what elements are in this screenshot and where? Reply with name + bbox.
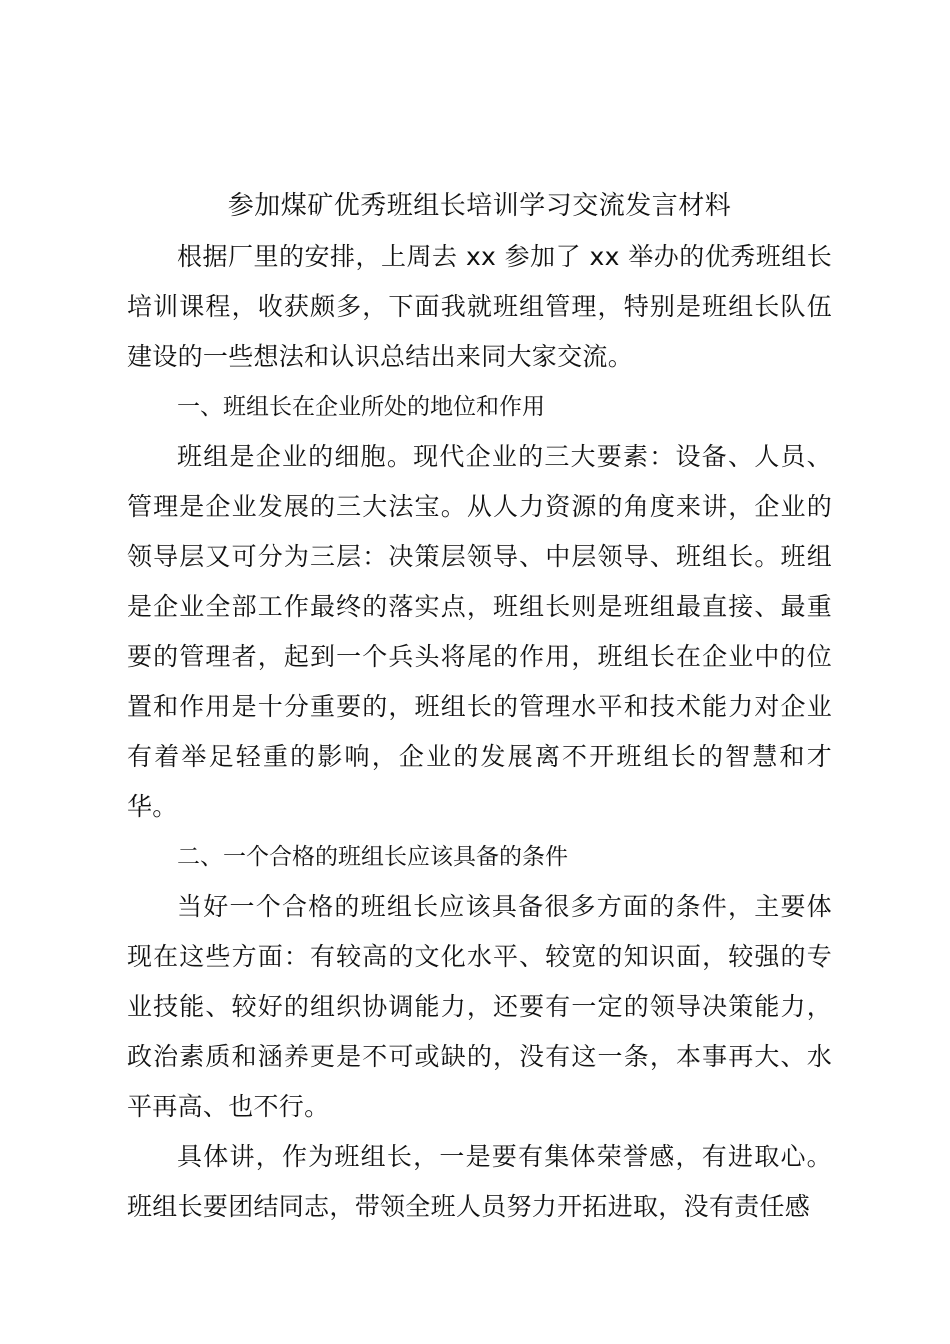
section-heading-2: 二、一个合格的班组长应该具备的条件 — [177, 844, 568, 870]
document-title: 参加煤矿优秀班组长培训学习交流发言材料 — [227, 191, 732, 221]
document-body — [127, 180, 832, 1232]
section-heading-1: 一、班组长在企业所处的地位和作用 — [177, 394, 545, 420]
paragraph-intro: 根据厂里的安排，上周去 xx 参加了 xx 举办的优秀班组长培训课程，收获颇多，下面我就班组管理，特别是班组长队伍建设的一些想法和认识总结出来同大家交流。 — [127, 242, 832, 371]
paragraph-section-2-detail: 具体讲，作为班组长，一是要有集体荣誉感，有进取心。班组长要团结同志，带领全班人员努力开拓进取，没有责任感 — [127, 1142, 832, 1221]
paragraph-section-2: 当好一个合格的班组长应该具备很多方面的条件，主要体现在这些方面：有较高的文化水平、较宽的知识面，较强的专业技能、较好的组织协调能力，还要有一定的领导决策能力，政治素质和涵养更是不可或缺的，没有这一条，本事再大、水平再高、也不行。 — [127, 892, 832, 1121]
paragraph-section-1: 班组是企业的细胞。现代企业的三大要素：设备、人员、管理是企业发展的三大法宝。从人力资源的角度来讲，企业的领导层又可分为三层：决策层领导、中层领导、班组长。班组是企业全部工作最终的落实点，班组长则是班组最直接、最重要的管理者，起到一个兵头将尾的作用，班组长在企业中的位置和作用是十分重要的，班组长的管理水平和技术能力对企业有着举足轻重的影响，企业的发展离不开班组长的智慧和才华。 — [127, 442, 832, 821]
